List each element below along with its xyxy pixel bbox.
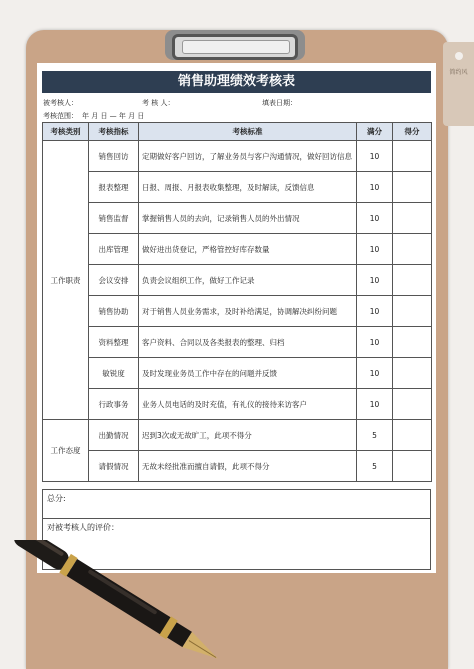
full-score-cell: 10 <box>357 327 393 358</box>
category-work-duty: 工作职责 <box>43 141 89 420</box>
table-row <box>43 172 432 203</box>
table-row <box>43 234 432 265</box>
table-row <box>43 451 432 482</box>
full-score-cell: 5 <box>357 420 393 451</box>
fill-date-label: 填表日期： <box>262 99 297 107</box>
col-header-full-score: 满分 <box>357 123 393 141</box>
full-score-cell: 10 <box>357 203 393 234</box>
category-work-attitude: 工作态度 <box>43 420 89 482</box>
col-header-score: 得分 <box>393 123 432 141</box>
standard-cell: 定期做好客户回访，了解业务员与客户沟通情况，做好回访信息 <box>139 141 357 172</box>
form-title: 销售助理绩效考核表 <box>42 71 431 93</box>
indicator-cell: 出库管理 <box>89 234 139 265</box>
score-input-cell[interactable] <box>393 327 432 358</box>
full-score-cell: 10 <box>357 389 393 420</box>
score-input-cell[interactable] <box>393 420 432 451</box>
indicator-cell: 报表整理 <box>89 172 139 203</box>
fountain-pen-icon <box>0 540 260 669</box>
table-header-row <box>43 123 432 141</box>
indicator-cell: 资料整理 <box>89 327 139 358</box>
clip-inner <box>182 40 290 54</box>
table-row <box>43 265 432 296</box>
indicator-cell: 会议安排 <box>89 265 139 296</box>
score-input-cell[interactable] <box>393 296 432 327</box>
tag-hole <box>455 52 463 60</box>
period-value: 年 月 日 — 年 月 日 <box>82 112 145 120</box>
indicator-cell: 销售监督 <box>89 203 139 234</box>
total-score-field[interactable] <box>42 489 431 519</box>
total-score-label: 总分: <box>47 494 66 503</box>
table-row <box>43 389 432 420</box>
standard-cell: 无故未经批准而擅自请假，此项不得分 <box>139 451 357 482</box>
score-input-cell[interactable] <box>393 203 432 234</box>
score-input-cell[interactable] <box>393 141 432 172</box>
hang-tag <box>443 42 474 126</box>
form-sheet <box>37 63 436 573</box>
indicator-cell: 销售回访 <box>89 141 139 172</box>
standard-cell: 迟到3次或无故旷工，此项不得分 <box>139 420 357 451</box>
tag-text: 简约风 <box>449 69 468 76</box>
indicator-cell: 销售协助 <box>89 296 139 327</box>
score-input-cell[interactable] <box>393 451 432 482</box>
table-row <box>43 358 432 389</box>
col-header-standard: 考核标准 <box>139 123 357 141</box>
standard-cell: 对于销售人员业务需求，及时补给满足，协调解决纠纷问题 <box>139 296 357 327</box>
col-header-category: 考核类别 <box>43 123 89 141</box>
standard-cell: 客户资料、合同以及各类报表的整理、归档 <box>139 327 357 358</box>
full-score-cell: 10 <box>357 172 393 203</box>
score-input-cell[interactable] <box>393 172 432 203</box>
table-row <box>43 327 432 358</box>
full-score-cell: 10 <box>357 358 393 389</box>
period-label: 考核范围： <box>43 112 78 120</box>
full-score-cell: 10 <box>357 265 393 296</box>
assessor-label: 考 核 人： <box>142 99 175 107</box>
standard-cell: 业务人员电话的及时充值，有礼仪的接待来访客户 <box>139 389 357 420</box>
standard-cell: 掌握销售人员的去向，记录销售人员的外出情况 <box>139 203 357 234</box>
table-row <box>43 141 432 172</box>
standard-cell: 日报、周报、月报表收集整理，及时解读，反馈信息 <box>139 172 357 203</box>
evaluation-label: 对被考核人的评价： <box>47 523 119 532</box>
full-score-cell: 10 <box>357 141 393 172</box>
table-row <box>43 420 432 451</box>
assessee-label: 被考核人： <box>43 99 78 107</box>
score-input-cell[interactable] <box>393 234 432 265</box>
full-score-cell: 5 <box>357 451 393 482</box>
standard-cell: 负责会议组织工作，做好工作记录 <box>139 265 357 296</box>
standard-cell: 及时发现业务员工作中存在的问题并反馈 <box>139 358 357 389</box>
score-input-cell[interactable] <box>393 265 432 296</box>
indicator-cell: 出勤情况 <box>89 420 139 451</box>
col-header-indicator: 考核指标 <box>89 123 139 141</box>
full-score-cell: 10 <box>357 234 393 265</box>
full-score-cell: 10 <box>357 296 393 327</box>
table-row <box>43 296 432 327</box>
standard-cell: 做好进出货登记，严格管控好库存数量 <box>139 234 357 265</box>
indicator-cell: 敏锐度 <box>89 358 139 389</box>
indicator-cell: 请假情况 <box>89 451 139 482</box>
table-row <box>43 203 432 234</box>
indicator-cell: 行政事务 <box>89 389 139 420</box>
assessment-table <box>42 122 432 482</box>
score-input-cell[interactable] <box>393 358 432 389</box>
score-input-cell[interactable] <box>393 389 432 420</box>
